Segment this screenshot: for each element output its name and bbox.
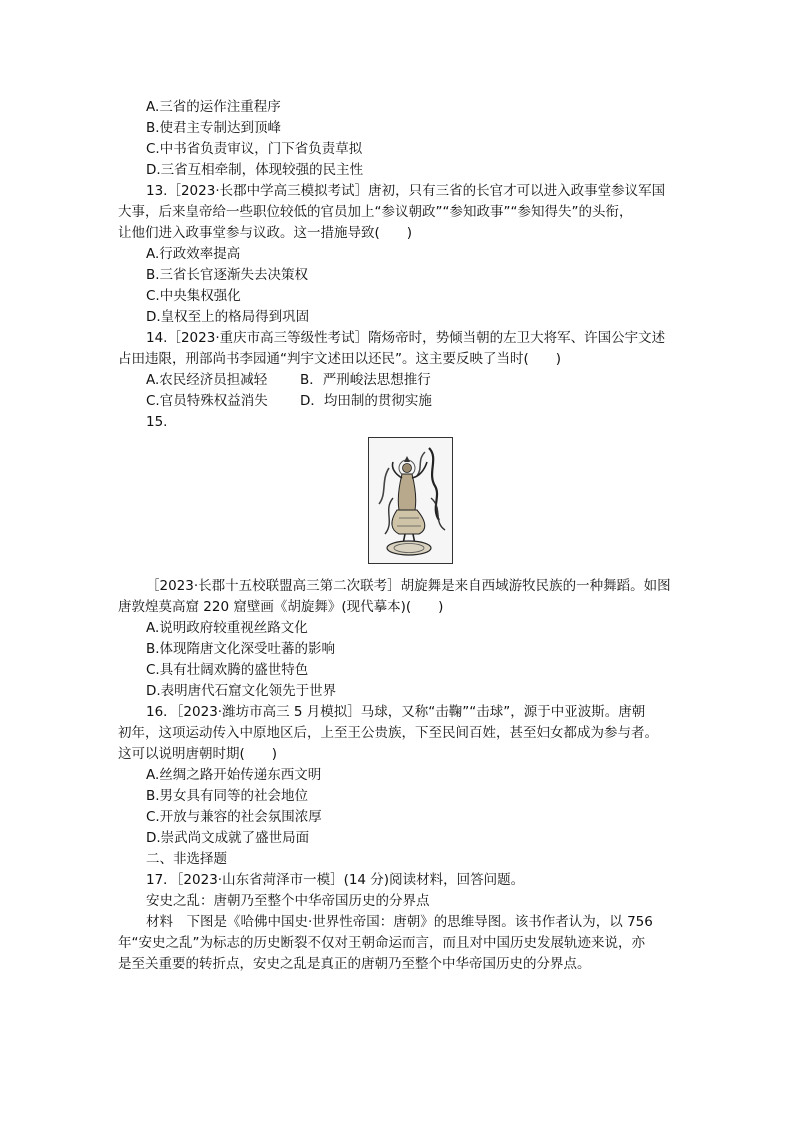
q14-option-b: B．严刑峻法思想推行 xyxy=(300,372,431,388)
q14-option-a: A.农民经济员担减轻 xyxy=(146,372,268,388)
section-heading-non-choice: 二、非选择题 xyxy=(146,851,227,867)
q15-option-a: A.说明政府较重视丝路文化 xyxy=(146,620,308,636)
q15-stem-line-1: ［2023·长郡十五校联盟高三第二次联考］胡旋舞是来自西域游牧民族的一种舞蹈。如图 xyxy=(146,578,671,594)
q17-subtitle: 安史之乱：唐朝乃至整个中华帝国历史的分界点 xyxy=(146,893,430,909)
q16-stem-line-2: 初年，这项运动传入中原地区后，上至王公贵族，下至民间百姓，甚至妇女都成为参与者。 xyxy=(118,725,658,741)
q12-option-d: D.三省互相牵制，体现较强的民主性 xyxy=(146,162,364,178)
q16-stem-line-1: 16．［2023·潍坊市高三 5 月模拟］马球，又称“击鞠”“击球”，源于中亚波斯。唐朝 xyxy=(146,704,646,720)
q15-number: 15. xyxy=(146,414,168,430)
q15-option-c: C.具有壮阔欢腾的盛世特色 xyxy=(146,662,309,678)
q14-option-d: D．均田制的贯彻实施 xyxy=(300,393,432,409)
q12-option-b: B.使君主专制达到顶峰 xyxy=(146,120,282,136)
q15-option-b: B.体现隋唐文化深受吐蕃的影响 xyxy=(146,641,336,657)
q12-option-a: A.三省的运作注重程序 xyxy=(146,99,281,115)
q15-stem-line-2: 唐敦煌莫高窟 220 窟壁画《胡旋舞》(现代摹本)( ) xyxy=(118,599,444,615)
q13-option-c: C.中央集权强化 xyxy=(146,288,241,304)
q13-option-b: B.三省长官逐渐失去决策权 xyxy=(146,267,309,283)
q16-option-d: D.崇武尚文成就了盛世局面 xyxy=(146,830,310,846)
q17-stem-line-1: 17．［2023·山东省菏泽市一模］(14 分)阅读材料，回答问题。 xyxy=(146,872,525,888)
q16-stem-line-3: 这可以说明唐朝时期( ) xyxy=(118,746,278,762)
hu-xuan-dance-mural-image xyxy=(368,437,453,564)
q13-option-a: A.行政效率提高 xyxy=(146,246,241,262)
q14-stem-line-1: 14.［2023·重庆市高三等级性考试］隋炀帝时，势倾当朝的左卫大将军、许国公宇文述 xyxy=(146,330,666,346)
q14-stem-line-2: 占田违限，刑部尚书李园通“判宇文述田以还民”。这主要反映了当时( ) xyxy=(118,351,562,367)
q15-option-d: D.表明唐代石窟文化领先于世界 xyxy=(146,683,337,699)
q17-material-line-3: 是至关重要的转折点，安史之乱是真正的唐朝乃至整个中华帝国历史的分界点。 xyxy=(118,956,591,972)
q13-option-d: D.皇权至上的格局得到巩固 xyxy=(146,309,310,325)
q13-stem-line-1: 13.［2023·长郡中学高三模拟考试］唐初，只有三省的长官才可以进入政事堂参议军国 xyxy=(146,183,666,199)
q17-material-line-2: 年“安史之乱”为标志的历史断裂不仅对王朝命运而言，而且对中国历史发展轨迹来说，亦 xyxy=(118,935,645,951)
q17-material-line-1: 材料 下图是《哈佛中国史·世界性帝国：唐朝》的思维导图。该书作者认为，以 756 xyxy=(146,914,653,930)
dancer-figure-illustration xyxy=(369,438,452,563)
q16-option-b: B.男女具有同等的社会地位 xyxy=(146,788,309,804)
q12-option-c: C.中书省负责审议，门下省负责草拟 xyxy=(146,141,363,157)
q14-option-c: C.官员特殊权益消失 xyxy=(146,393,268,409)
q16-option-a: A.丝绸之路开始传递东西文明 xyxy=(146,767,322,783)
q13-stem-line-2: 大事，后来皇帝给一些职位较低的官员加上“参议朝政”“参知政事”“参知得失”的头衔， xyxy=(118,204,633,220)
q13-stem-line-3: 让他们进入政事堂参与议政。这一措施导致( ) xyxy=(118,225,413,241)
q16-option-c: C.开放与兼容的社会氛围浓厚 xyxy=(146,809,322,825)
